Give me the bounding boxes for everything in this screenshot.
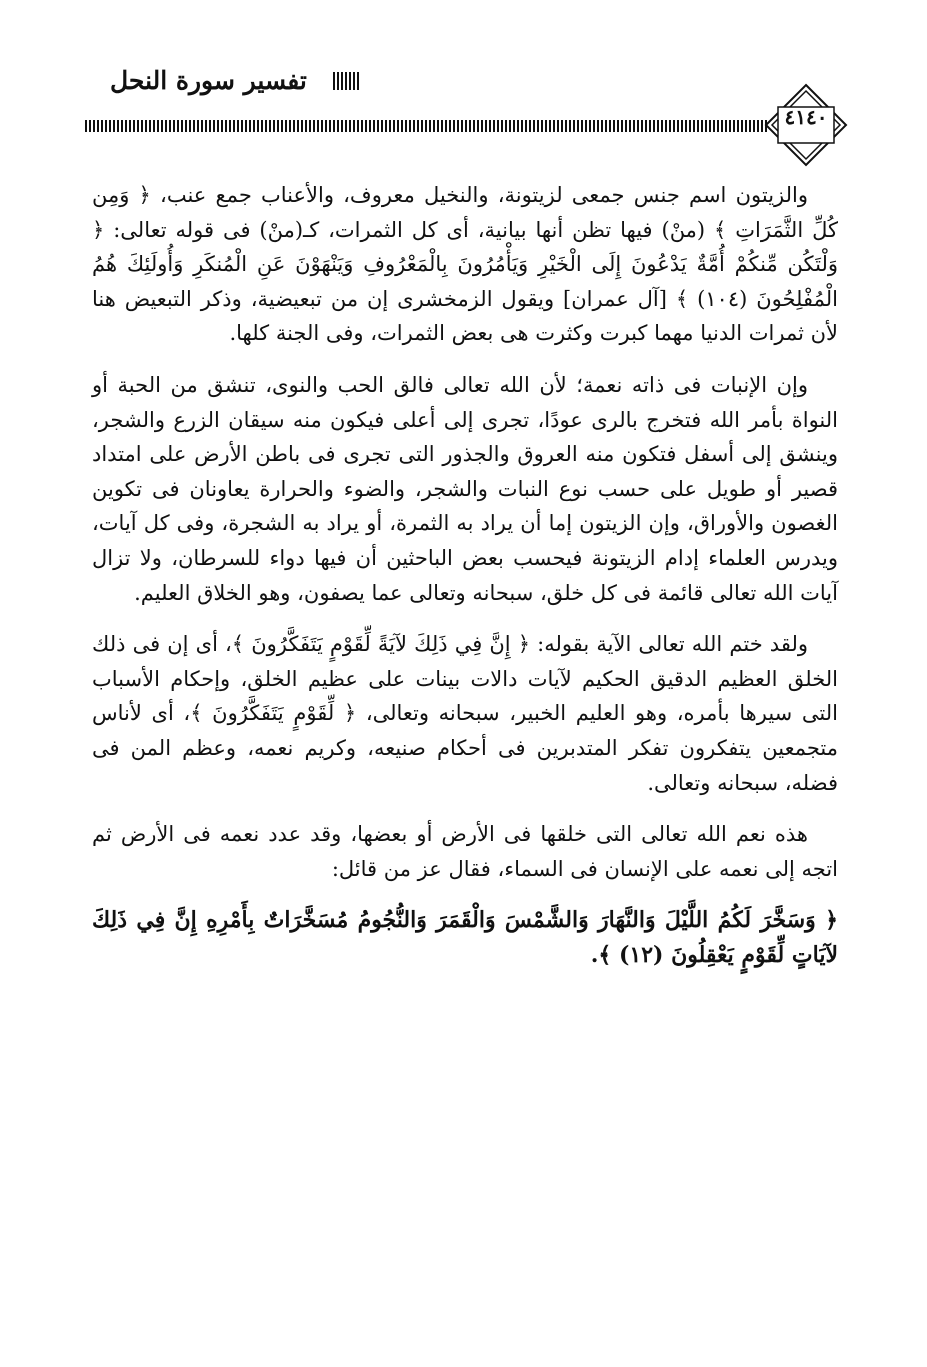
paragraph-germination: وإن الإنبات فى ذاته نعمة؛ لأن الله تعالى فالق الحب والنوى، تنشق من الحبة أو النواة بأمر الله فتخرج بالرى عودًا، تجرى إلى أعلى فيكون منه سيقان الزرع والشجر، وينشق إلى أسفل فتكون منه العروق والجذور التى تجرى فى باطن الأرض على امتداد قصير أو طويل على حسب نوع النبات والشجر، والضوء والحرارة يعاونان فى تكوين الغصون والأوراق، وإن الزيتون إما أن يراد به الثمرة، أو يراد به الشجرة، وفى كل آيات، ويدرس العلماء إدام الزيتونة فيحسب بعض الباحثين أن فيها دواء للسرطان، ولا تزال آيات الله تعالى قائمة فى كل خلق، سبحانه وتعالى عما يصفون، وهو الخلاق العليم. <box>92 372 838 605</box>
paragraph-reflection: ولقد ختم الله تعالى الآية بقوله: ﴿ إِنَّ فِي ذَلِكَ لآيَةً لِّقَوْمٍ يَتَفَكَّرُونَ ﴾، أى إن فى ذلك الخلق العظيم الدقيق الحكيم لآيات دالات بينات على عظيم الخلق، وإحكام الأسباب التى سيرها بأمره، وهو العليم الخبير، سبحانه وتعالى، ﴿ لِّقَوْمٍ يَتَفَكَّرُونَ ﴾، أى لأناس متجمعين يتفكرون تفكر المتدبرين فى أحكام صنيعه، وكريم نعمه، وعظم المن فى فضله، سبحانه وتعالى. <box>92 632 838 795</box>
header-ornament-icon <box>333 72 359 90</box>
page-number-badge <box>764 83 848 167</box>
page-body <box>92 178 838 989</box>
page-header-title: تفسير سورة النحل <box>110 66 307 95</box>
paragraph-olives: والزيتون اسم جنس جمعى لزيتونة، والنخيل معروف، والأعناب جمع عنب، ﴿ وَمِن كُلِّ الثَّمَرَاتِ ﴾ (منْ) فيها تظن أنها بيانية، أى كل الثمرات، كـ(منْ) فى قوله تعالى: ﴿ وَلْتَكُن مِّنكُمْ أُمَّةٌ يَدْعُونَ إِلَى الْخَيْرِ وَيَأْمُرُونَ بِالْمَعْرُوفِ وَيَنْهَوْنَ عَنِ الْمُنكَرِ وَأُولَئِكَ هُمُ الْمُفْلِحُونَ (١٠٤) ﴾ [آل عمران] ويقول الزمخشرى إن من تبعيضية، وذكر التبعيض هنا لأن ثمرات الدنيا مهما كبرت وكثرت هى بعض الثمرات، وفى الجنة كلها. <box>92 183 838 346</box>
paragraph-transition: هذه نعم الله تعالى التى خلقها فى الأرض أو بعضها، وقد عدد نعمه فى الأرض ثم اتجه إلى نعمه على الإنسان فى السماء، فقال عز من قائل: <box>92 822 838 881</box>
page-number: ٤١٤٠ <box>784 105 828 129</box>
header-rule <box>85 120 768 132</box>
quran-verse: ﴿ وَسَخَّرَ لَكُمُ اللَّيْلَ وَالنَّهَارَ وَالشَّمْسَ وَالْقَمَرَ وَالنُّجُومُ مُسَخَّرَاتٌ بِأَمْرِهِ إِنَّ فِي ذَلِكَ لآيَاتٍ لِّقَوْمٍ يَعْقِلُونَ (١٢) ﴾. <box>92 907 838 968</box>
